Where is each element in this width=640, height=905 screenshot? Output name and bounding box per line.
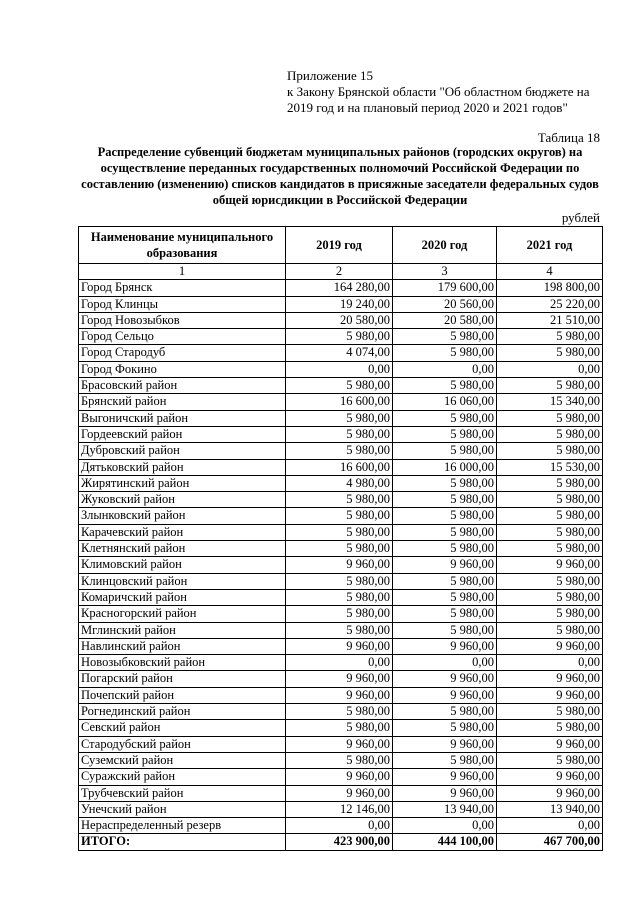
value-2021: 5 980,00 — [497, 329, 603, 345]
value-2020: 5 980,00 — [393, 720, 497, 736]
table-row — [79, 345, 603, 361]
column-index: 2 — [286, 264, 393, 280]
row-name: Город Стародуб — [79, 345, 286, 361]
row-name: Суражский район — [79, 769, 286, 785]
value-2019: 16 600,00 — [286, 394, 393, 410]
value-2019: 0,00 — [286, 655, 393, 671]
table-row — [79, 752, 603, 768]
row-name: Клетнянский район — [79, 541, 286, 557]
value-2021: 13 940,00 — [497, 801, 603, 817]
row-name: Комаричский район — [79, 589, 286, 605]
table-row — [79, 296, 603, 312]
table-row — [79, 426, 603, 442]
value-2019: 5 980,00 — [286, 426, 393, 442]
value-2019: 5 980,00 — [286, 752, 393, 768]
value-2020: 16 060,00 — [393, 394, 497, 410]
value-2019: 5 980,00 — [286, 606, 393, 622]
value-2019: 164 280,00 — [286, 280, 393, 296]
row-name: Город Брянск — [79, 280, 286, 296]
value-2020: 9 960,00 — [393, 687, 497, 703]
value-2020: 5 980,00 — [393, 508, 497, 524]
table-row — [79, 589, 603, 605]
value-2019: 5 980,00 — [286, 524, 393, 540]
row-name: Рогнединский район — [79, 704, 286, 720]
value-2021: 5 980,00 — [497, 475, 603, 491]
value-2019: 19 240,00 — [286, 296, 393, 312]
value-2019: 4 980,00 — [286, 475, 393, 491]
value-2019: 9 960,00 — [286, 687, 393, 703]
value-2020: 20 560,00 — [393, 296, 497, 312]
row-name: Брянский район — [79, 394, 286, 410]
row-name: Город Сельцо — [79, 329, 286, 345]
row-name: Суземский район — [79, 752, 286, 768]
row-name: Красногорский район — [79, 606, 286, 622]
table-row — [79, 361, 603, 377]
row-name: Погарский район — [79, 671, 286, 687]
table-row — [79, 638, 603, 654]
value-2020: 5 980,00 — [393, 426, 497, 442]
table-row — [79, 524, 603, 540]
value-2021: 5 980,00 — [497, 622, 603, 638]
value-2021: 0,00 — [497, 818, 603, 834]
column-index-row — [79, 264, 603, 280]
value-2019: 5 980,00 — [286, 720, 393, 736]
value-2021: 9 960,00 — [497, 638, 603, 654]
value-2020: 9 960,00 — [393, 557, 497, 573]
table-row — [79, 622, 603, 638]
value-2019: 5 980,00 — [286, 589, 393, 605]
table-row — [79, 443, 603, 459]
row-name: Навлинский район — [79, 638, 286, 654]
value-2020: 5 980,00 — [393, 589, 497, 605]
value-2021: 5 980,00 — [497, 704, 603, 720]
value-2019: 0,00 — [286, 818, 393, 834]
table-row — [79, 410, 603, 426]
value-2020: 5 980,00 — [393, 329, 497, 345]
table-row — [79, 606, 603, 622]
value-2020: 0,00 — [393, 361, 497, 377]
value-2021: 9 960,00 — [497, 687, 603, 703]
value-2019: 9 960,00 — [286, 769, 393, 785]
value-2021: 9 960,00 — [497, 557, 603, 573]
appendix-line: 2019 год и на плановый период 2020 и 2021 годов" — [287, 100, 568, 115]
value-2020: 5 980,00 — [393, 443, 497, 459]
value-2019: 9 960,00 — [286, 785, 393, 801]
table-row — [79, 508, 603, 524]
value-2019: 5 980,00 — [286, 508, 393, 524]
total-label: ИТОГО: — [79, 834, 286, 850]
row-name: Мглинский район — [79, 622, 286, 638]
value-2021: 5 980,00 — [497, 410, 603, 426]
appendix-line: Приложение 15 — [287, 68, 374, 83]
value-2021: 9 960,00 — [497, 769, 603, 785]
value-2021: 15 530,00 — [497, 459, 603, 475]
table-row — [79, 720, 603, 736]
table-row — [79, 655, 603, 671]
value-2021: 5 980,00 — [497, 752, 603, 768]
value-2020: 5 980,00 — [393, 345, 497, 361]
value-2019: 5 980,00 — [286, 573, 393, 589]
value-2021: 198 800,00 — [497, 280, 603, 296]
table-row — [79, 329, 603, 345]
value-2019: 16 600,00 — [286, 459, 393, 475]
table-row — [79, 378, 603, 394]
value-2021: 5 980,00 — [497, 426, 603, 442]
value-2020: 5 980,00 — [393, 573, 497, 589]
value-2021: 15 340,00 — [497, 394, 603, 410]
row-name: Гордеевский район — [79, 426, 286, 442]
header-row — [79, 227, 603, 264]
value-2019: 9 960,00 — [286, 557, 393, 573]
value-2020: 5 980,00 — [393, 541, 497, 557]
appendix-line: к Закону Брянской области "Об областном бюджете на — [287, 84, 590, 99]
value-2019: 5 980,00 — [286, 378, 393, 394]
value-2019: 9 960,00 — [286, 671, 393, 687]
table-row — [79, 280, 603, 296]
value-2021: 0,00 — [497, 655, 603, 671]
value-2019: 5 980,00 — [286, 410, 393, 426]
row-name: Севский район — [79, 720, 286, 736]
value-2021: 9 960,00 — [497, 671, 603, 687]
value-2020: 9 960,00 — [393, 769, 497, 785]
row-name: Жуковский район — [79, 492, 286, 508]
table-row — [79, 704, 603, 720]
appendix-block — [287, 68, 617, 116]
value-2021: 5 980,00 — [497, 606, 603, 622]
value-2021: 9 960,00 — [497, 736, 603, 752]
value-2021: 0,00 — [497, 361, 603, 377]
header-2021: 2021 год — [497, 227, 603, 264]
row-name: Город Новозыбков — [79, 312, 286, 328]
row-name: Почепский район — [79, 687, 286, 703]
row-name: Город Клинцы — [79, 296, 286, 312]
subvention-table — [78, 226, 603, 851]
table-row — [79, 475, 603, 491]
value-2020: 5 980,00 — [393, 704, 497, 720]
value-2019: 4 074,00 — [286, 345, 393, 361]
value-2020: 16 000,00 — [393, 459, 497, 475]
row-name: Злынковский район — [79, 508, 286, 524]
value-2019: 9 960,00 — [286, 736, 393, 752]
value-2021: 5 980,00 — [497, 492, 603, 508]
row-name: Дятьковский район — [79, 459, 286, 475]
value-2021: 5 980,00 — [497, 378, 603, 394]
total-2020: 444 100,00 — [393, 834, 497, 850]
value-2020: 9 960,00 — [393, 785, 497, 801]
value-2019: 5 980,00 — [286, 541, 393, 557]
table-row — [79, 671, 603, 687]
value-2021: 9 960,00 — [497, 785, 603, 801]
row-name: Дубровский район — [79, 443, 286, 459]
value-2020: 9 960,00 — [393, 736, 497, 752]
row-name: Нераспределенный резерв — [79, 818, 286, 834]
table-number: Таблица 18 — [537, 130, 600, 145]
row-name: Унечский район — [79, 801, 286, 817]
value-2020: 0,00 — [393, 818, 497, 834]
row-name: Новозыбковский район — [79, 655, 286, 671]
table-row — [79, 818, 603, 834]
value-2020: 20 580,00 — [393, 312, 497, 328]
units-label: рублей — [561, 210, 600, 225]
value-2020: 13 940,00 — [393, 801, 497, 817]
value-2021: 5 980,00 — [497, 508, 603, 524]
value-2019: 5 980,00 — [286, 492, 393, 508]
column-index: 1 — [79, 264, 286, 280]
table-row — [79, 769, 603, 785]
value-2019: 5 980,00 — [286, 443, 393, 459]
value-2019: 12 146,00 — [286, 801, 393, 817]
value-2021: 5 980,00 — [497, 345, 603, 361]
value-2021: 5 980,00 — [497, 541, 603, 557]
value-2021: 5 980,00 — [497, 524, 603, 540]
table-row — [79, 541, 603, 557]
value-2020: 179 600,00 — [393, 280, 497, 296]
header-2019: 2019 год — [286, 227, 393, 264]
header-name: Наименование муниципального образования — [79, 227, 286, 264]
value-2020: 5 980,00 — [393, 492, 497, 508]
value-2020: 5 980,00 — [393, 606, 497, 622]
row-name: Клинцовский район — [79, 573, 286, 589]
value-2020: 5 980,00 — [393, 622, 497, 638]
table-row — [79, 492, 603, 508]
row-name: Выгоничский район — [79, 410, 286, 426]
table-row — [79, 785, 603, 801]
value-2020: 9 960,00 — [393, 671, 497, 687]
value-2020: 5 980,00 — [393, 524, 497, 540]
value-2021: 5 980,00 — [497, 573, 603, 589]
total-row — [79, 834, 603, 850]
table-row — [79, 394, 603, 410]
table-row — [79, 801, 603, 817]
row-name: Жирятинский район — [79, 475, 286, 491]
total-2021: 467 700,00 — [497, 834, 603, 850]
header-2020: 2020 год — [393, 227, 497, 264]
value-2019: 9 960,00 — [286, 638, 393, 654]
column-index: 4 — [497, 264, 603, 280]
row-name: Стародубский район — [79, 736, 286, 752]
row-name: Город Фокино — [79, 361, 286, 377]
value-2020: 5 980,00 — [393, 378, 497, 394]
value-2021: 5 980,00 — [497, 720, 603, 736]
table-row — [79, 312, 603, 328]
column-index: 3 — [393, 264, 497, 280]
table-row — [79, 459, 603, 475]
value-2019: 5 980,00 — [286, 704, 393, 720]
value-2021: 5 980,00 — [497, 443, 603, 459]
row-name: Климовский район — [79, 557, 286, 573]
value-2020: 5 980,00 — [393, 410, 497, 426]
table-row — [79, 687, 603, 703]
table-row — [79, 736, 603, 752]
total-2019: 423 900,00 — [286, 834, 393, 850]
value-2019: 5 980,00 — [286, 329, 393, 345]
value-2019: 20 580,00 — [286, 312, 393, 328]
value-2020: 9 960,00 — [393, 638, 497, 654]
value-2021: 5 980,00 — [497, 589, 603, 605]
value-2020: 0,00 — [393, 655, 497, 671]
row-name: Карачевский район — [79, 524, 286, 540]
table-row — [79, 573, 603, 589]
document-title: Распределение субвенций бюджетам муниципальных районов (городских округов) на осуществление переданных государственных полномочий Российской Федерации по составлению (изменению) списков кандидатов в присяжные заседатели федеральных судов общей юрисдикции в Российской Федерации — [81, 145, 599, 207]
value-2020: 5 980,00 — [393, 475, 497, 491]
row-name: Брасовский район — [79, 378, 286, 394]
value-2020: 5 980,00 — [393, 752, 497, 768]
value-2021: 25 220,00 — [497, 296, 603, 312]
value-2019: 5 980,00 — [286, 622, 393, 638]
value-2019: 0,00 — [286, 361, 393, 377]
row-name: Трубчевский район — [79, 785, 286, 801]
table-row — [79, 557, 603, 573]
value-2021: 21 510,00 — [497, 312, 603, 328]
